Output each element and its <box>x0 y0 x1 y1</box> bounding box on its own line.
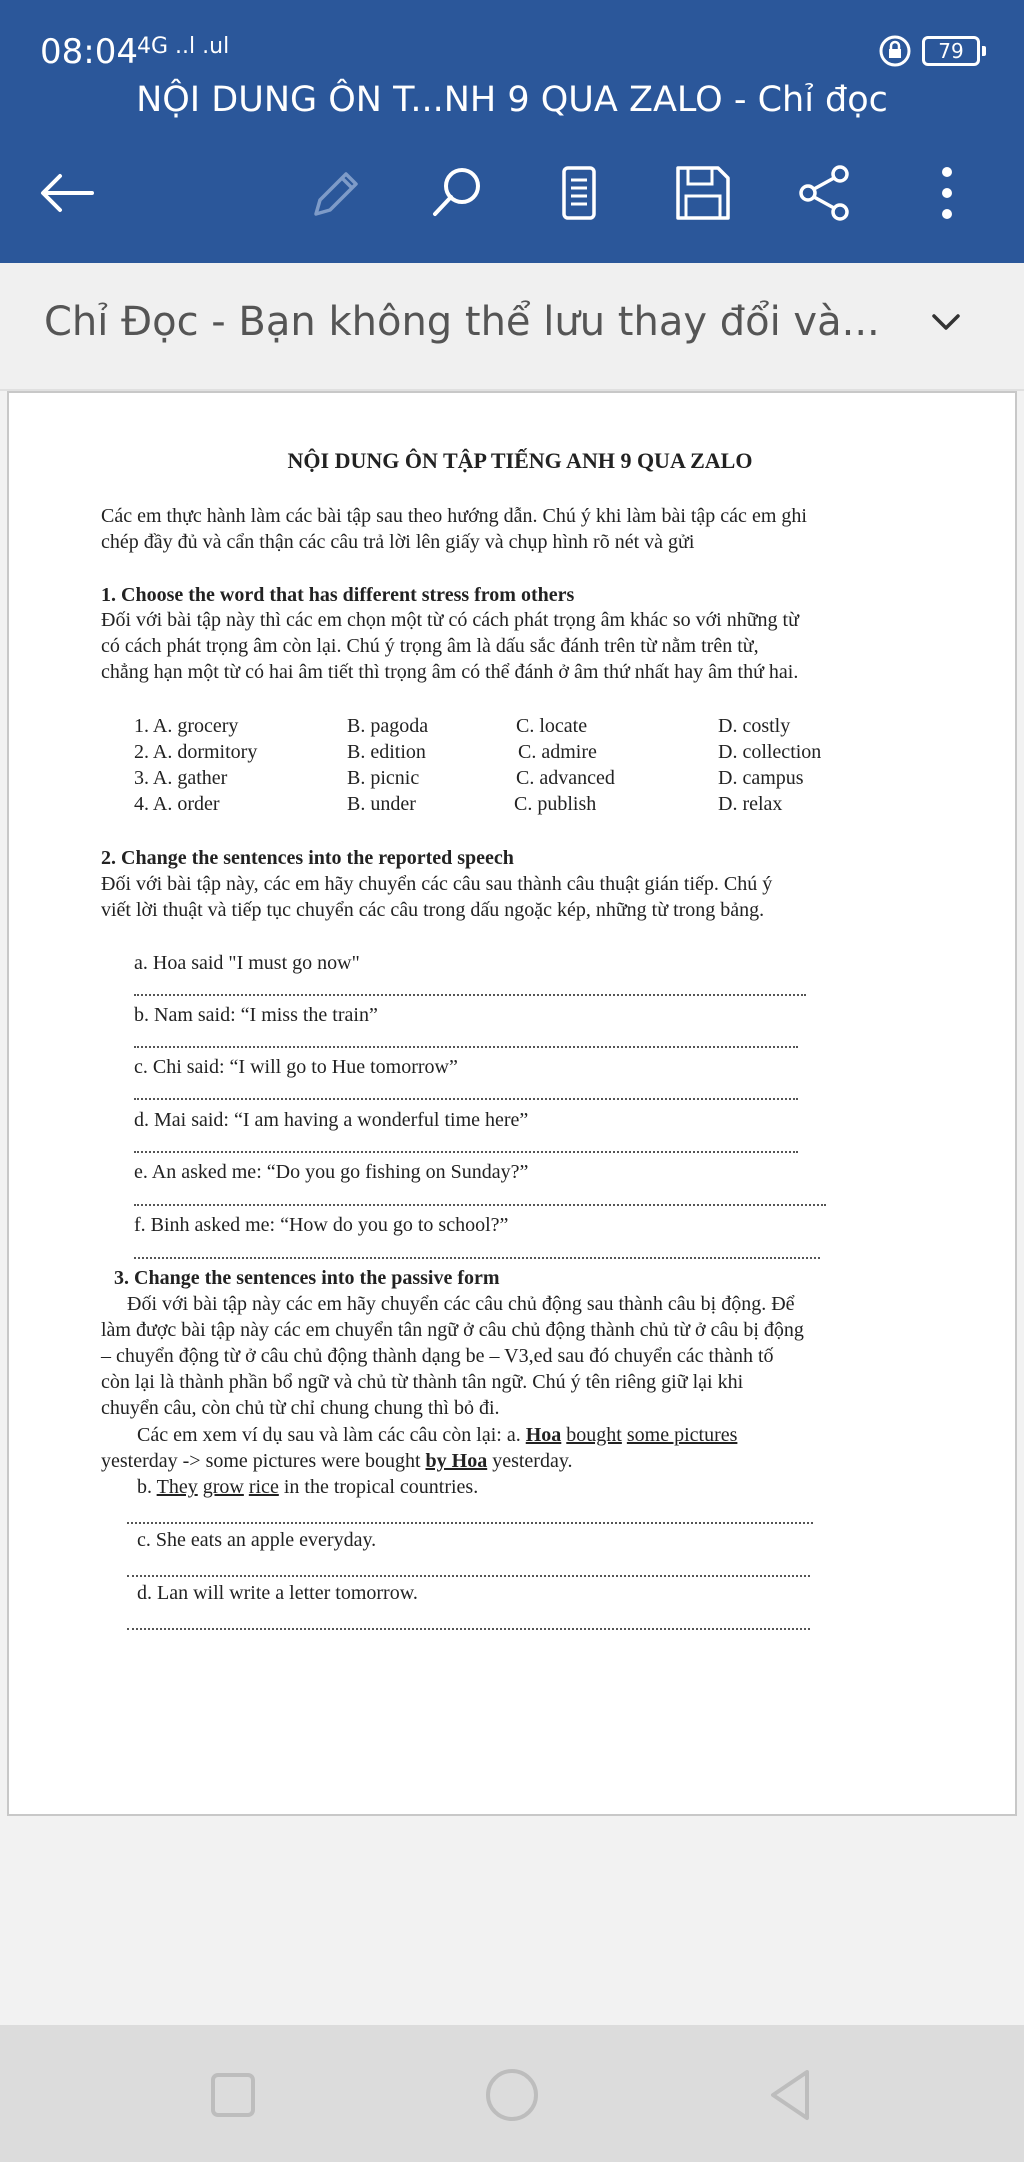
s1-row4-b: B. under <box>347 793 416 815</box>
s1-row1-c: C. locate <box>516 715 588 737</box>
s1-row2-c: C. admire <box>518 741 597 763</box>
s1-row4-a: 4. A. order <box>134 793 220 815</box>
answer-line <box>134 1098 798 1100</box>
answer-line <box>127 1575 810 1577</box>
s3-example-lead: Các em xem ví dụ sau và làm các câu còn lại: a. <box>137 1424 526 1446</box>
answer-line <box>127 1522 813 1524</box>
s1-row1-a: 1. A. grocery <box>134 715 239 737</box>
s1-row1-d: D. costly <box>718 715 791 737</box>
intro-line-1: Các em thực hành làm các bài tập sau theo hướng dẫn. Chú ý khi làm bài tập các em ghi <box>101 505 807 527</box>
section-2-title: 2. Change the sentences into the reported speech <box>101 847 514 869</box>
answer-line <box>134 1151 798 1153</box>
s3-item-b-lead: b. <box>137 1476 157 1498</box>
answer-line <box>134 1204 826 1206</box>
s2-item-c: c. Chi said: “I will go to Hue tomorrow” <box>134 1056 458 1078</box>
section-2-desc-2: viết lời thuật và tiếp tục chuyển các câu trong dấu ngoặc kép, những từ trong bảng. <box>101 899 765 921</box>
s3-example-object: some pictures <box>626 1424 738 1446</box>
s1-row2-d: D. collection <box>718 741 822 763</box>
section-1-desc-3: chẳng hạn một từ có hai âm tiết thì trọng âm có thể đánh ở âm thứ nhất hay âm thứ hai. <box>101 661 799 683</box>
s1-row2-b: B. edition <box>347 741 426 763</box>
answer-line <box>127 1628 810 1630</box>
s3-example-passive: yesterday -> some pictures were bought <box>101 1450 426 1472</box>
section-1-desc-2: có cách phát trọng âm còn lại. Chú ý trọng âm là dấu sắc đánh trên từ nằm trên từ, <box>101 635 759 657</box>
s3-item-d: d. Lan will write a letter tomorrow. <box>137 1582 418 1604</box>
answer-line <box>134 994 806 996</box>
document-title: NỘI DUNG ÔN T...NH 9 QUA ZALO - Chỉ đọc <box>136 80 888 120</box>
s1-row4-d: D. relax <box>718 793 783 815</box>
pencil-icon[interactable] <box>302 160 368 226</box>
read-only-message: Chỉ Đọc - Bạn không thể lưu thay đổi và... <box>44 299 880 345</box>
s3-example-line-1 <box>137 1422 737 1448</box>
s3-item-b-subject: They <box>156 1476 198 1498</box>
chevron-down-icon[interactable] <box>926 302 966 342</box>
section-3-desc-4: còn lại là thành phần bổ ngữ và chủ từ thành tân ngữ. Chú ý tên riêng giữ lại khi <box>101 1371 744 1393</box>
document-heading: NỘI DUNG ÔN TẬP TIẾNG ANH 9 QUA ZALO <box>287 448 753 473</box>
s1-row3-d: D. campus <box>718 767 804 789</box>
answer-line <box>134 1257 820 1259</box>
arrow-left-icon[interactable] <box>34 160 100 226</box>
section-1-title: 1. Choose the word that has different stress from others <box>101 584 575 606</box>
s1-row1-b: B. pagoda <box>347 715 429 737</box>
s1-row2-a: 2. A. dormitory <box>134 741 258 763</box>
signal-indicator: 4G ..l .ul <box>137 34 230 59</box>
s2-item-f: f. Binh asked me: “How do you go to school?” <box>134 1214 509 1236</box>
section-3-desc-5: chuyển câu, còn chủ từ chỉ chung chung thì bỏ đi. <box>101 1397 500 1419</box>
search-icon[interactable] <box>424 160 490 226</box>
s3-item-c: c. She eats an apple everyday. <box>137 1529 377 1551</box>
s3-example-subject: Hoa <box>525 1424 562 1446</box>
s3-item-b-end: in the tropical countries. <box>278 1476 479 1498</box>
back-nav-icon[interactable] <box>757 2062 823 2128</box>
section-1-desc-1: Đối với bài tập này thì các em chọn một từ có cách phát trọng âm khác so với những từ <box>101 609 799 631</box>
section-3-title: 3. Change the sentences into the passive form <box>114 1267 500 1289</box>
s1-row3-b: B. picnic <box>347 767 420 789</box>
section-3-desc-3: – chuyển động từ ở câu chủ động thành dạng be – V3,ed sau đó chuyển các thành tố <box>101 1345 774 1367</box>
answer-line <box>134 1046 798 1048</box>
s1-row3-a: 3. A. gather <box>134 767 228 789</box>
s1-row3-c: C. advanced <box>516 767 615 789</box>
rotation-lock-icon <box>878 34 912 68</box>
s3-example-line-2 <box>101 1448 573 1474</box>
read-only-banner[interactable] <box>0 263 1024 391</box>
s3-item-b-object: rice <box>248 1476 279 1498</box>
home-icon[interactable] <box>479 2062 545 2128</box>
intro-line-2: chép đầy đủ và cẩn thận các câu trả lời lên giấy và chụp hình rõ nét và gửi <box>101 531 695 553</box>
battery-indicator: 79 <box>922 36 980 66</box>
section-2-desc-1: Đối với bài tập này, các em hãy chuyển các câu sau thành câu thuật gián tiếp. Chú ý <box>101 873 773 895</box>
save-icon[interactable] <box>670 160 736 226</box>
section-3-desc-1: Đối với bài tập này các em hãy chuyển các câu chủ động sau thành câu bị động. Để <box>127 1293 795 1315</box>
s3-item-b-verb: grow <box>202 1476 244 1498</box>
s3-example-verb: bought <box>566 1424 622 1446</box>
s3-example-agent: by Hoa <box>425 1450 488 1472</box>
s2-item-a: a. Hoa said "I must go now" <box>134 952 360 974</box>
section-3-desc-2: làm được bài tập này các em chuyển tân ngữ ở câu chủ động thành chủ từ ở câu bị động <box>101 1319 804 1341</box>
mobile-view-icon[interactable] <box>546 160 612 226</box>
app-bar <box>0 0 1024 263</box>
s3-example-end: yesterday. <box>487 1450 573 1472</box>
status-time: 08:04 <box>40 32 138 72</box>
recent-apps-icon[interactable] <box>200 2062 266 2128</box>
s1-row4-c: C. publish <box>514 793 597 815</box>
share-icon[interactable] <box>792 160 858 226</box>
s2-item-d: d. Mai said: “I am having a wonderful time here” <box>134 1109 529 1131</box>
more-vertical-icon[interactable] <box>914 160 980 226</box>
s2-item-e: e. An asked me: “Do you go fishing on Sunday?” <box>134 1161 529 1183</box>
s3-item-b <box>137 1474 478 1500</box>
s2-item-b: b. Nam said: “I miss the train” <box>134 1004 378 1026</box>
